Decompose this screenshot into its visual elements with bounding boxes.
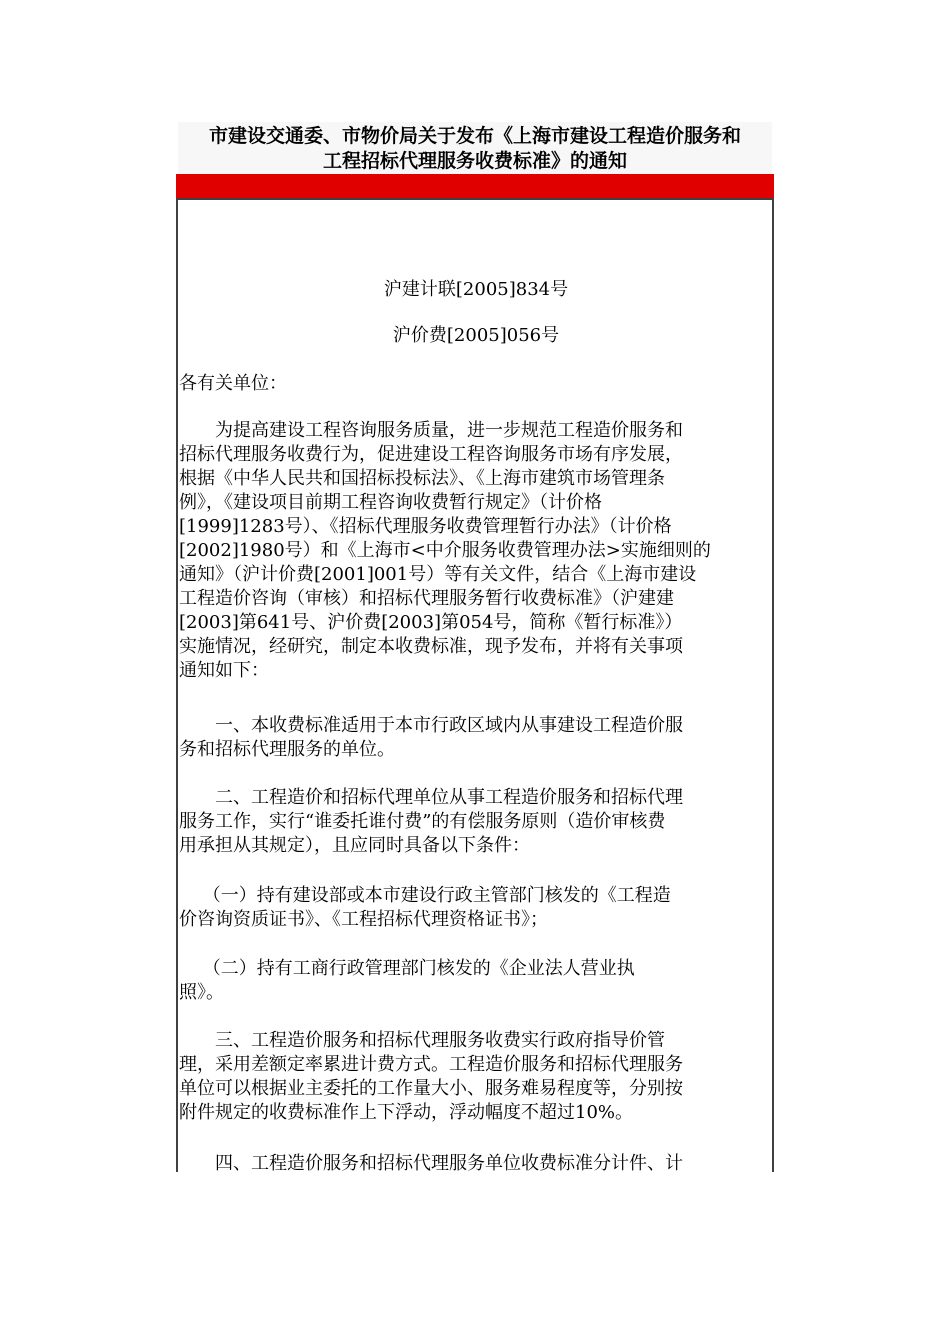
paragraph-intro-line: [2003]第641号、沪价费[2003]第054号，简称《暂行标准》） xyxy=(179,612,683,633)
paragraph-item-2-line: 服务工作，实行“谁委托谁付费”的有偿服务原则（造价审核费 xyxy=(179,811,666,832)
title-line-1: 市建设交通委、市物价局关于发布《上海市建设工程造价服务和 xyxy=(208,125,741,147)
paragraph-item-3-line: 单位可以根据业主委托的工作量大小、服务难易程度等，分别按 xyxy=(179,1078,683,1099)
doc-number-1: 沪建计联[2005]834号 xyxy=(383,279,569,300)
title-divider-bar xyxy=(176,174,774,198)
paragraph-item-2-line: 二、工程造价和招标代理单位从事工程造价服务和招标代理 xyxy=(179,787,683,808)
paragraph-item-3-line: 附件规定的收费标准作上下浮动，浮动幅度不超过10%。 xyxy=(179,1102,634,1123)
paragraph-item-1-line: 一、本收费标准适用于本市行政区域内从事建设工程造价服 xyxy=(179,715,683,736)
paragraph-intro-line: 工程造价咨询（审核）和招标代理服务暂行收费标准》（沪建建 xyxy=(179,588,674,609)
document-body-frame xyxy=(176,198,774,1172)
paragraph-item-2-line: 用承担从其规定），且应同时具备以下条件： xyxy=(179,835,530,856)
doc-number-2: 沪价费[2005]056号 xyxy=(392,325,560,346)
paragraph-item-3-line: 三、工程造价服务和招标代理服务收费实行政府指导价管 xyxy=(179,1030,665,1051)
paragraph-intro-line: 为提高建设工程咨询服务质量，进一步规范工程造价服务和 xyxy=(179,420,683,441)
paragraph-item-4-line: 四、工程造价服务和招标代理服务单位收费标准分计件、计 xyxy=(179,1153,683,1172)
paragraph-intro-line: 根据《中华人民共和国招标投标法》、《上海市建筑市场管理条 xyxy=(179,468,665,489)
paragraph-intro-line: 实施情况，经研究，制定本收费标准，现予发布，并将有关事项 xyxy=(179,636,683,657)
paragraph-item-2-1-line: 价咨询资质证书》、《工程招标代理资格证书》； xyxy=(179,909,548,930)
paragraph-intro-line: [1999]1283号）、《招标代理服务收费管理暂行办法》（计价格 xyxy=(179,516,672,537)
paragraph-intro-line: 通知》（沪计价费[2001]001号）等有关文件，结合《上海市建设 xyxy=(179,564,697,585)
paragraph-intro-line: 例》，《建设项目前期工程咨询收费暂行规定》（计价格 xyxy=(179,492,602,513)
document-title xyxy=(178,122,772,174)
paragraph-intro-line: 招标代理服务收费行为，促进建设工程咨询服务市场有序发展， xyxy=(179,444,683,465)
title-line-2: 工程招标代理服务收费标准》的通知 xyxy=(322,150,627,172)
salutation: 各有关单位： xyxy=(179,373,287,394)
paragraph-item-2-1-line: （一）持有建设部或本市建设行政主管部门核发的《工程造 xyxy=(179,885,671,906)
paragraph-item-3-line: 理，采用差额定率累进计费方式。工程造价服务和招标代理服务 xyxy=(179,1054,683,1075)
paragraph-intro-line: [2002]1980号）和《上海市<中介服务收费管理办法>实施细则的 xyxy=(179,540,711,561)
paragraph-intro-line: 通知如下： xyxy=(179,660,269,681)
paragraph-item-2-2-line: 照》。 xyxy=(179,982,224,1003)
paragraph-item-1-line: 务和招标代理服务的单位。 xyxy=(179,739,395,760)
paragraph-item-2-2-line: （二）持有工商行政管理部门核发的《企业法人营业执 xyxy=(179,958,635,979)
